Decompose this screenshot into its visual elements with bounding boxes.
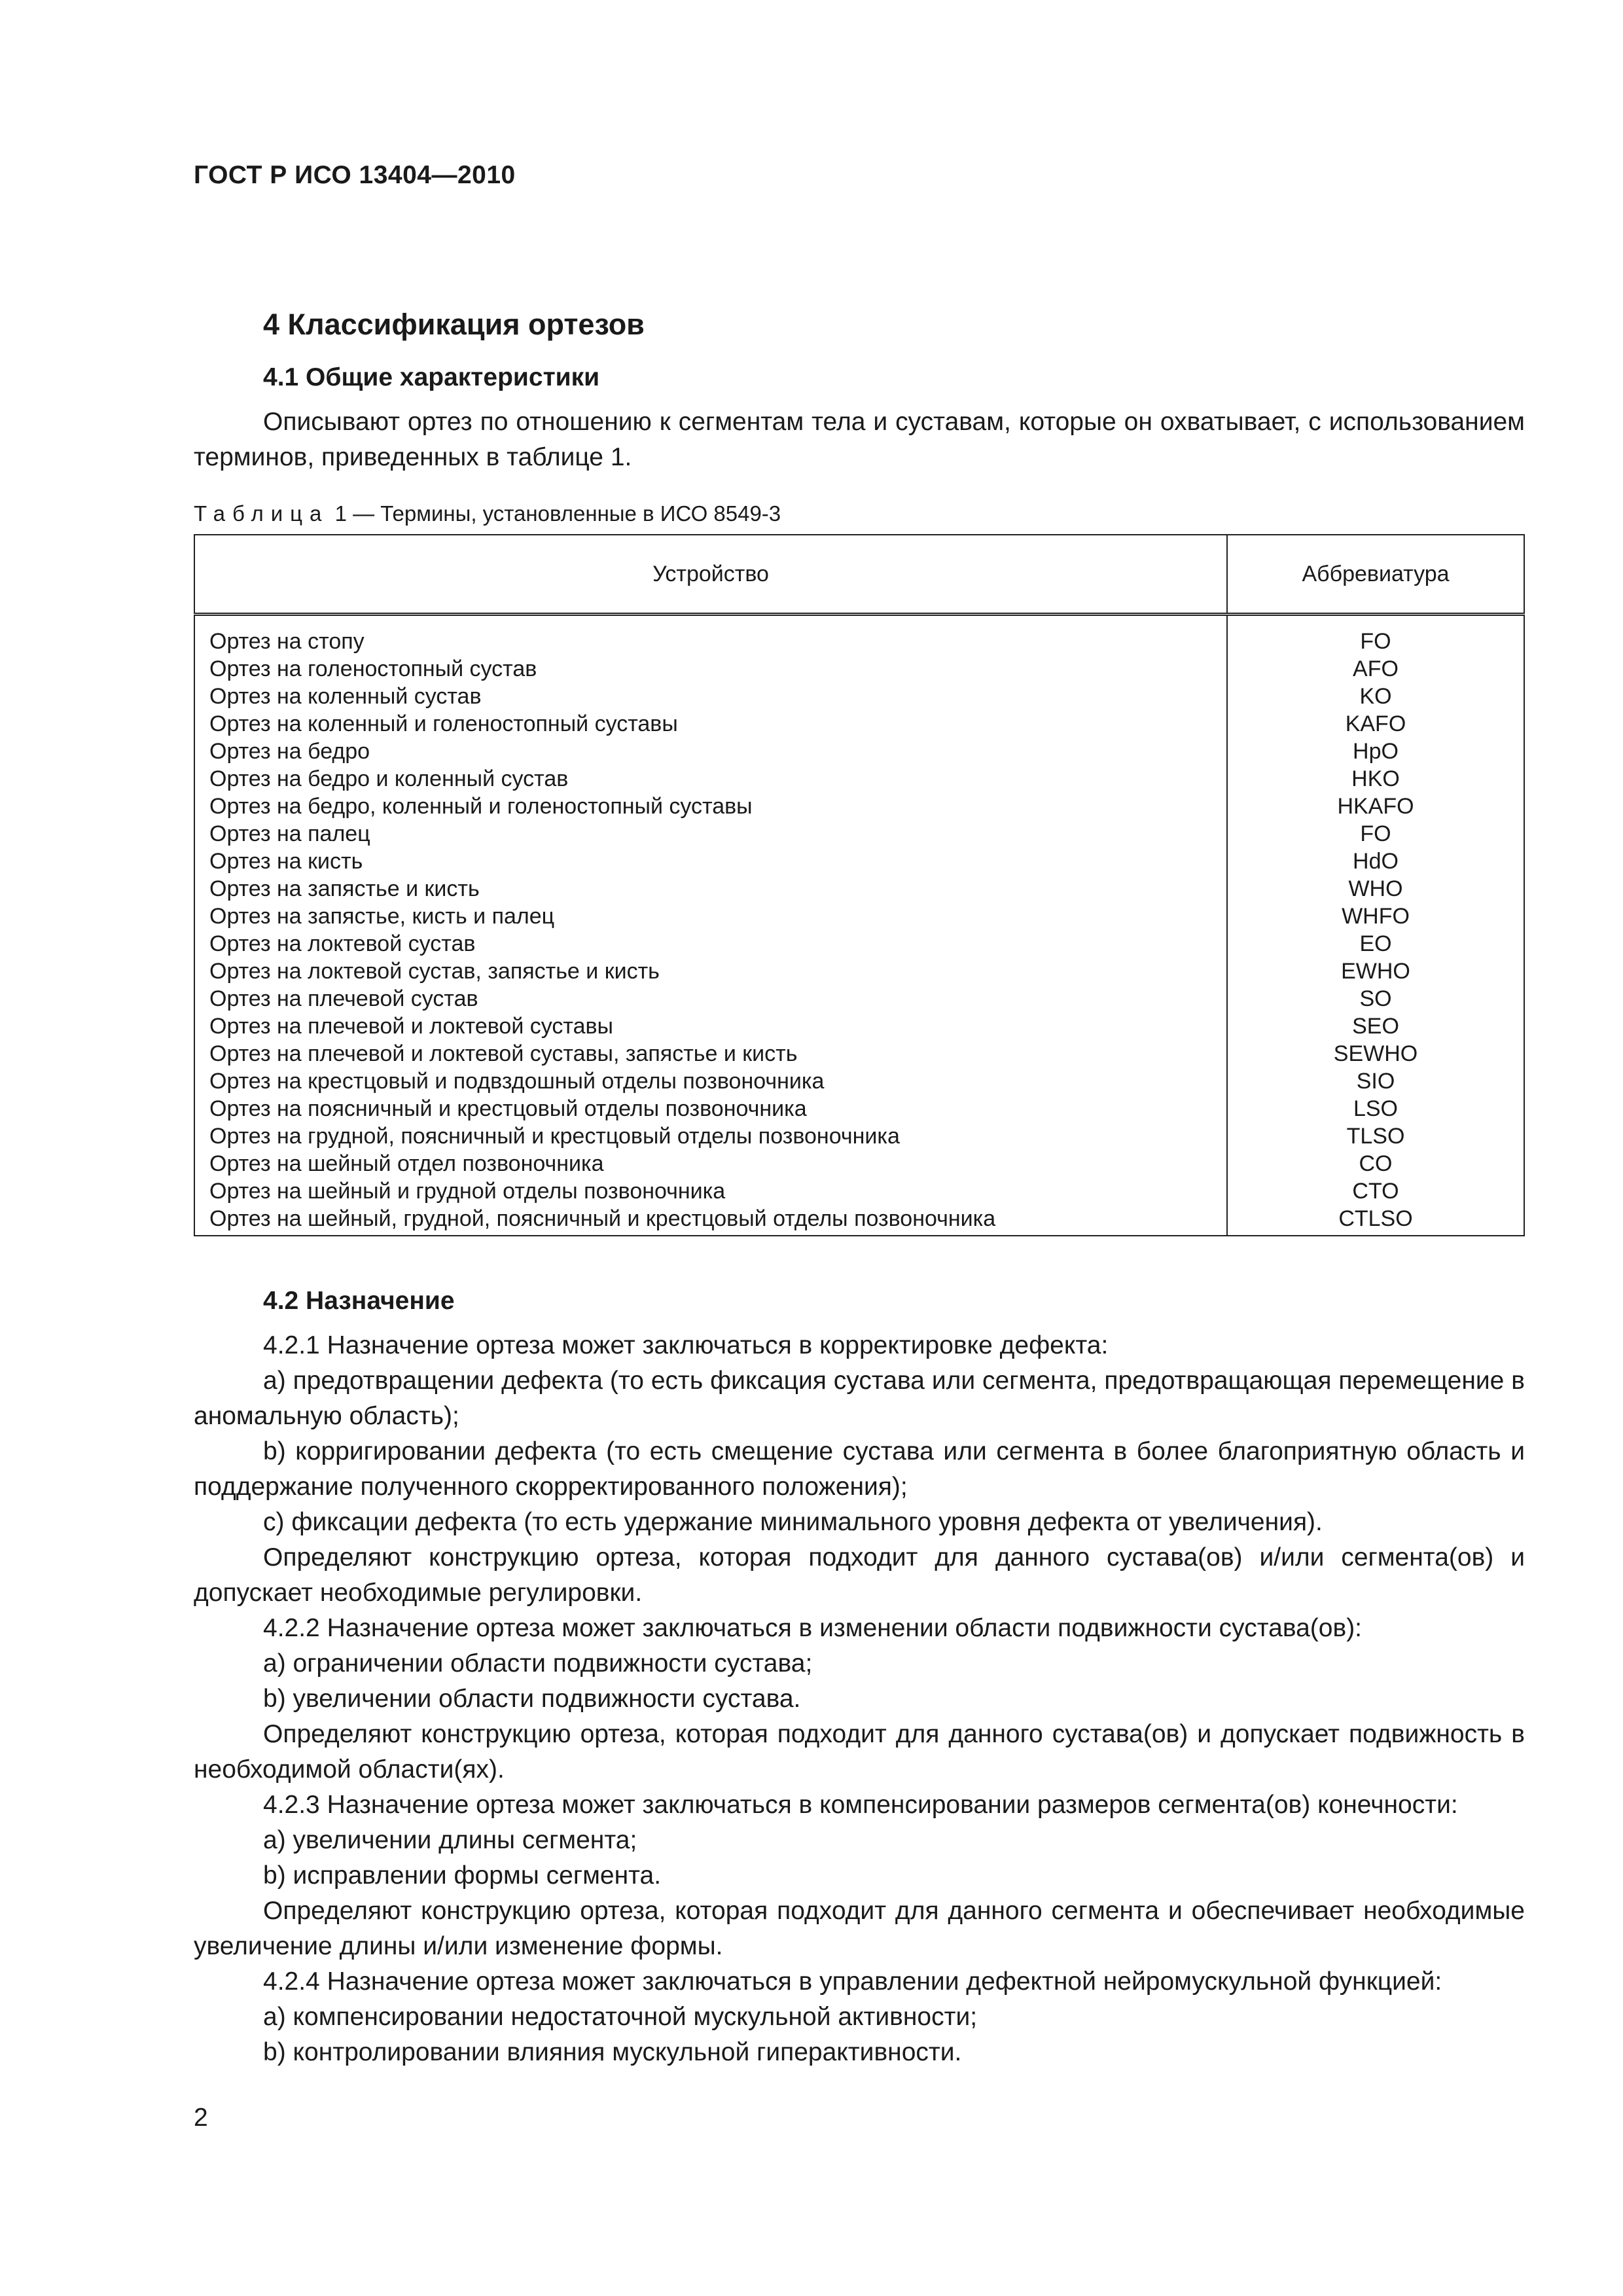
abbreviation-cell: EWHO [1227, 958, 1524, 985]
table-row [194, 1095, 1524, 1122]
table-row [194, 930, 1524, 958]
table-row [194, 793, 1524, 820]
device-cell: Ортез на палец [194, 820, 1227, 848]
section-4-2-paragraph: Определяют конструкцию ортеза, которая подходит для данного сегмента и обеспечивает необходимые увеличение длины и/или изменение формы. [194, 1897, 1525, 1960]
device-cell: Ортез на шейный, грудной, поясничный и крестцовый отделы позвоночника [194, 1205, 1227, 1236]
section-4-2-heading: 4.2 Назначение [263, 1287, 455, 1315]
section-4-2-paragraph: a) ограничении области подвижности сустава; [263, 1649, 813, 1677]
table-row [194, 1205, 1524, 1236]
terms-table [194, 534, 1525, 1236]
table-row [194, 820, 1524, 848]
device-cell: Ортез на плечевой и локтевой суставы [194, 1013, 1227, 1040]
section-4-2-paragraph: a) предотвращении дефекта (то есть фиксация сустава или сегмента, предотвращающая перемещение в аномальную область); [194, 1367, 1525, 1430]
table-row [194, 683, 1524, 710]
table-row [194, 1150, 1524, 1177]
column-header-abbreviation: Аббревиатура [1227, 535, 1524, 615]
table-row [194, 1067, 1524, 1095]
abbreviation-cell: CO [1227, 1150, 1524, 1177]
document-body [194, 308, 1525, 2070]
device-cell: Ортез на локтевой сустав [194, 930, 1227, 958]
abbreviation-cell: HKAFO [1227, 793, 1524, 820]
section-4-1-text: Описывают ортез по отношению к сегментам тела и суставам, которые он охватывает, с использованием терминов, приведенных в таблице 1. [194, 408, 1525, 471]
device-cell: Ортез на грудной, поясничный и крестцовый отделы позвоночника [194, 1122, 1227, 1150]
section-4-2 [194, 1283, 1525, 2070]
device-cell: Ортез на стопу [194, 615, 1227, 656]
page-number: 2 [194, 2104, 208, 2132]
abbreviation-cell: KAFO [1227, 710, 1524, 738]
table-row [194, 1122, 1524, 1150]
table-row [194, 1177, 1524, 1205]
section-4-2-paragraph: b) контролировании влияния мускульной гиперактивности. [263, 2038, 962, 2066]
table-row [194, 655, 1524, 683]
device-cell: Ортез на запястье, кисть и палец [194, 903, 1227, 930]
table-row [194, 848, 1524, 875]
table-row [194, 958, 1524, 985]
section-4-2-paragraph: b) увеличении области подвижности сустава. [263, 1685, 801, 1713]
section-4-2-paragraph: b) корригировании дефекта (то есть смещение сустава или сегмента в более благоприятную область и поддержание полученного скорректированного положения); [194, 1437, 1525, 1501]
table-caption-label: Таблица [194, 501, 329, 526]
device-cell: Ортез на шейный и грудной отделы позвоночника [194, 1177, 1227, 1205]
abbreviation-cell: AFO [1227, 655, 1524, 683]
section-4-2-paragraph: a) компенсировании недостаточной мускульной активности; [263, 2003, 978, 2031]
abbreviation-cell: EO [1227, 930, 1524, 958]
section-4-1-heading: 4.1 Общие характеристики [263, 363, 600, 391]
section-4-heading: 4 Классификация ортезов [263, 308, 645, 341]
abbreviation-cell: CTO [1227, 1177, 1524, 1205]
table-row [194, 1013, 1524, 1040]
abbreviation-cell: WHO [1227, 875, 1524, 903]
abbreviation-cell: SO [1227, 985, 1524, 1013]
abbreviation-cell: HKO [1227, 765, 1524, 793]
device-cell: Ортез на крестцовый и подвздошный отделы позвоночника [194, 1067, 1227, 1095]
table-row [194, 985, 1524, 1013]
section-4-2-paragraph: 4.2.2 Назначение ортеза может заключаться в изменении области подвижности сустава(ов): [263, 1614, 1363, 1642]
abbreviation-cell: CTLSO [1227, 1205, 1524, 1236]
section-4-2-paragraphs [194, 1328, 1525, 2070]
table-row [194, 765, 1524, 793]
section-4-2-paragraph: a) увеличении длины сегмента; [263, 1826, 637, 1854]
device-cell: Ортез на коленный и голеностопный суставы [194, 710, 1227, 738]
abbreviation-cell: HdO [1227, 848, 1524, 875]
table-row [194, 738, 1524, 765]
abbreviation-cell: KO [1227, 683, 1524, 710]
abbreviation-cell: HpO [1227, 738, 1524, 765]
table-caption [194, 501, 1525, 526]
device-cell: Ортез на кисть [194, 848, 1227, 875]
table-body [194, 615, 1524, 1236]
table-row [194, 710, 1524, 738]
device-cell: Ортез на бедро, коленный и голеностопный суставы [194, 793, 1227, 820]
device-cell: Ортез на плечевой сустав [194, 985, 1227, 1013]
abbreviation-cell: LSO [1227, 1095, 1524, 1122]
section-4-2-paragraph: c) фиксации дефекта (то есть удержание минимального уровня дефекта от увеличения). [263, 1508, 1323, 1536]
section-4-2-paragraph: Определяют конструкцию ортеза, которая подходит для данного сустава(ов) и/или сегмента(ов) и допускает необходимые регулировки. [194, 1543, 1525, 1607]
abbreviation-cell: TLSO [1227, 1122, 1524, 1150]
section-4-2-paragraph: 4.2.3 Назначение ортеза может заключаться в компенсировании размеров сегмента(ов) конечности: [263, 1791, 1458, 1819]
device-cell: Ортез на бедро и коленный сустав [194, 765, 1227, 793]
device-cell: Ортез на шейный отдел позвоночника [194, 1150, 1227, 1177]
device-cell: Ортез на голеностопный сустав [194, 655, 1227, 683]
section-4-2-paragraph: 4.2.4 Назначение ортеза может заключаться в управлении дефектной нейромускульной функцией: [263, 1967, 1442, 1996]
section-4-2-paragraph: Определяют конструкцию ортеза, которая подходит для данного сустава(ов) и допускает подвижность в необходимой области(ях). [194, 1720, 1525, 1784]
abbreviation-cell: SEWHO [1227, 1040, 1524, 1067]
device-cell: Ортез на плечевой и локтевой суставы, запястье и кисть [194, 1040, 1227, 1067]
section-4-2-paragraph: 4.2.1 Назначение ортеза может заключаться в корректировке дефекта: [263, 1331, 1109, 1359]
abbreviation-cell: FO [1227, 820, 1524, 848]
abbreviation-cell: SEO [1227, 1013, 1524, 1040]
table-row [194, 1040, 1524, 1067]
section-4-2-paragraph: b) исправлении формы сегмента. [263, 1861, 662, 1890]
table-caption-text: 1 — Термины, установленные в ИСО 8549-3 [334, 501, 781, 526]
device-cell: Ортез на локтевой сустав, запястье и кисть [194, 958, 1227, 985]
document-header: ГОСТ Р ИСО 13404—2010 [194, 161, 516, 189]
abbreviation-cell: WHFO [1227, 903, 1524, 930]
device-cell: Ортез на коленный сустав [194, 683, 1227, 710]
abbreviation-cell: SIO [1227, 1067, 1524, 1095]
table-header-row [194, 535, 1524, 615]
device-cell: Ортез на запястье и кисть [194, 875, 1227, 903]
device-cell: Ортез на бедро [194, 738, 1227, 765]
table-row [194, 903, 1524, 930]
table-row [194, 615, 1524, 656]
column-header-device: Устройство [194, 535, 1227, 615]
table-row [194, 875, 1524, 903]
abbreviation-cell: FO [1227, 615, 1524, 656]
device-cell: Ортез на поясничный и крестцовый отделы позвоночника [194, 1095, 1227, 1122]
